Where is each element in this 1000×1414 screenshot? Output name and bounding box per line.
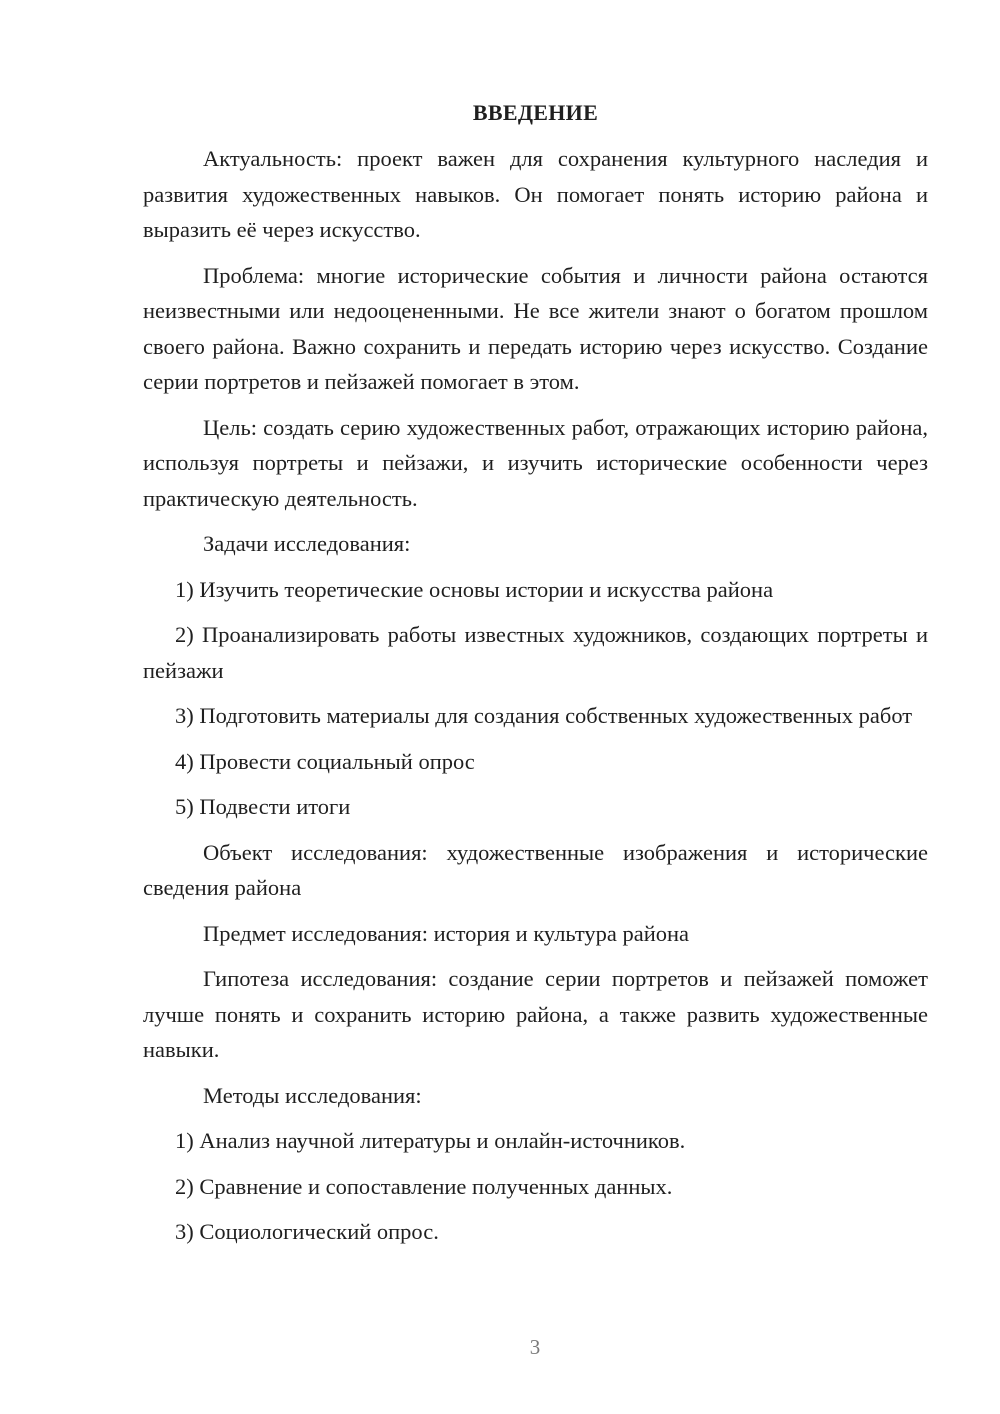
object-paragraph: Объект исследования: художественные изображения и исторические сведения района	[143, 839, 928, 900]
task-item: 2) Проанализировать работы известных художников, создающих портреты и пейзажи	[143, 622, 928, 683]
method-item: 3) Социологический опрос.	[175, 1219, 439, 1244]
method-item: 2) Сравнение и сопоставление полученных данных.	[175, 1173, 673, 1199]
method-item: 1) Анализ научной литературы и онлайн-источников.	[175, 1128, 686, 1153]
page-content	[143, 95, 928, 1250]
relevance-paragraph: Актуальность: проект важен для сохранения культурного наследия и развития художественных навыков. Он помогает понять историю района и выразить её через искусство.	[143, 146, 928, 242]
goal-paragraph: Цель: создать серию художественных работ, отражающих историю района, используя портреты и пейзажи, и изучить исторические особенности через практическую деятельность.	[143, 414, 928, 511]
problem-paragraph: Проблема: многие исторические события и личности района остаются неизвестными или недооцененными. Не все жители знают о богатом прошлом своего района. Важно сохранить и передать историю через искусство. Создание серии портретов и пейзажей помогает в этом.	[143, 262, 928, 394]
task-item: 1) Изучить теоретические основы истории и искусства района	[175, 576, 774, 602]
methods-heading: Методы исследования:	[203, 1082, 422, 1108]
tasks-heading: Задачи исследования:	[203, 531, 411, 556]
task-item: 4) Провести социальный опрос	[175, 748, 475, 774]
subject-paragraph: Предмет исследования: история и культура района	[203, 920, 690, 946]
task-item: 5) Подвести итоги	[175, 794, 351, 819]
page-number: 3	[529, 1335, 541, 1359]
task-item: 3) Подготовить материалы для создания собственных художественных работ	[175, 703, 913, 728]
page-title: ВВЕДЕНИЕ	[472, 100, 599, 125]
hypothesis-paragraph: Гипотеза исследования: создание серии портретов и пейзажей поможет лучше понять и сохранить историю района, а также развить художественные навыки.	[143, 966, 928, 1062]
